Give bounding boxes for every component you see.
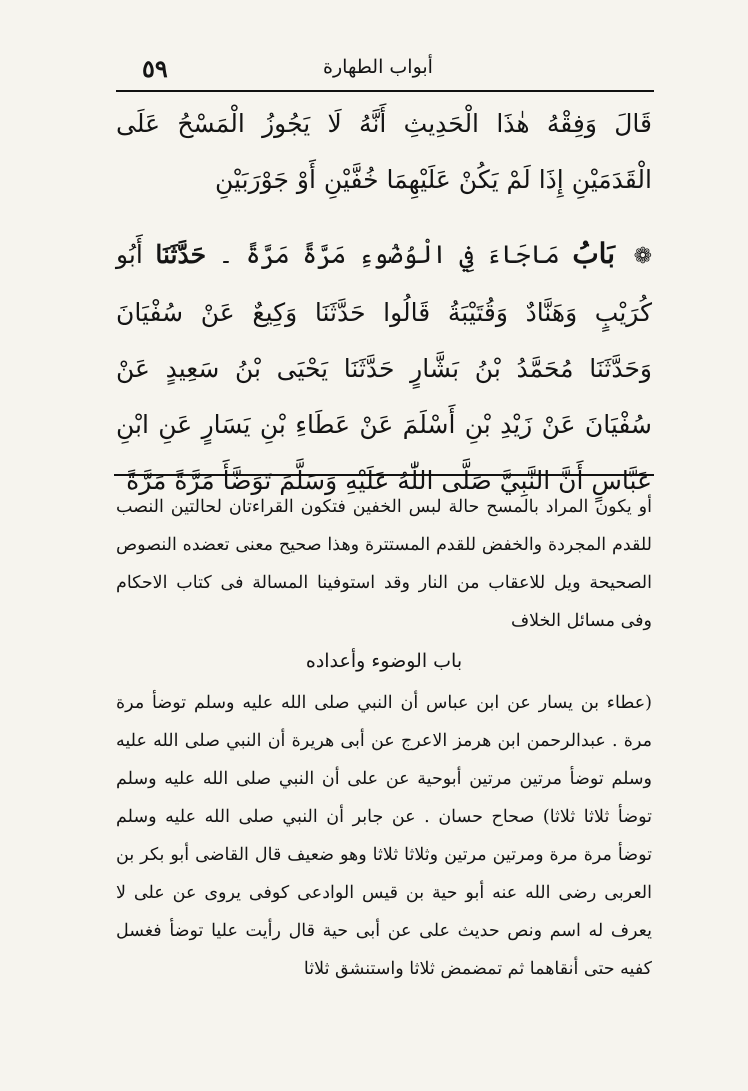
commentary-paragraph-1: أو يكون المراد بالمسح حالة لبس الخفين فتكون القراءتان لحالتين النصب للقدم المجردة والخفض للقدم المستترة وهذا صحيح معنى تعضده النصوص الصحيحة ويل للاعقاب من النار وقد استوفينا المسالة فى كتاب الاحكام وفى مسائل الخلاف (116, 497, 652, 631)
hadith-paragraph-2 (116, 226, 652, 509)
chapter-title: مَاجَاءَ فِي الْوُضُوءِ مَرَّةً مَرَّةً ۔ (218, 240, 560, 269)
running-title: أبواب الطهارة (323, 56, 433, 78)
isnad-text: أَبُو كُرَيْبٍ وَهَنَّادٌ وَقُتَيْبَةُ قَالُوا حَدَّثَنَا وَكِيعٌ عَنْ سُفْيَانَ وَحَدَّثَنَا مُحَمَّدُ بْنُ بَشَّارٍ حَدَّثَنَا يَحْيَى بْنُ سَعِيدٍ عَنْ سُفْيَانَ عَنْ زَيْدِ بْنِ أَسْلَمَ عَنْ عَطَاءِ بْنِ يَسَارٍ عَنِ ابْنِ عَبَّاسٍ أَنَّ النَّبِيَّ صَلَّى اللّٰهُ عَلَيْهِ وَسَلَّمَ تَوَضَّأَ مَرَّةً مَرَّةً (116, 240, 652, 495)
narration-marker: حَدَّثَنَا (155, 240, 207, 269)
page-number: ٥٩ (142, 54, 168, 83)
paragraph-gap (116, 208, 652, 226)
flower-bullet-icon: ❁ (633, 244, 652, 269)
commentary-section (116, 488, 652, 988)
commentary-paragraph-2: (عطاء بن يسار عن ابن عباس أن النبي صلى الله عليه وسلم توضأ مرة مرة . عبدالرحمن ابن هرمز الاعرج عن أبى هريرة أن النبي صلى الله عليه وسلم توضأ مرتين مرتين أبوحية عن على أن النبي صلى الله عليه وسلم توضأ ثلاثا ثلاثا) صحاح حسان . عن جابر أن النبي صلى الله عليه وسلم توضأ مرة مرة ومرتين مرتين وثلاثا ثلاثا وهو ضعيف قال القاضى أبو بكر بن العربى رضى الله عنه أبو حية بن قيس الوادعى كوفى يروى عن على لا يعرف له اسم ونص حديث على عن أبى حية قال رأيت عليا توضأ فغسل كفيه حتى أنقاهما ثم تمضمض ثلاثا واستنشق ثلاثا (116, 693, 652, 979)
chapter-label: بَابُ (572, 237, 615, 270)
hadith-paragraph-1: قَالَ وَفِقْهُ هٰذَا الْحَدِيثِ أَنَّهُ لَا يَجُوزُ الْمَسْحُ عَلَى الْقَدَمَيْنِ إِذَا لَمْ يَكُنْ عَلَيْهِمَا خُفَّيْنِ أَوْ جَوْرَبَيْنِ (116, 109, 652, 194)
hadith-text (116, 96, 652, 509)
commentary-subheading: باب الوضوء وأعداده (305, 650, 463, 672)
separator-rule (114, 474, 654, 476)
page-header (100, 54, 656, 90)
header-rule (116, 90, 654, 92)
